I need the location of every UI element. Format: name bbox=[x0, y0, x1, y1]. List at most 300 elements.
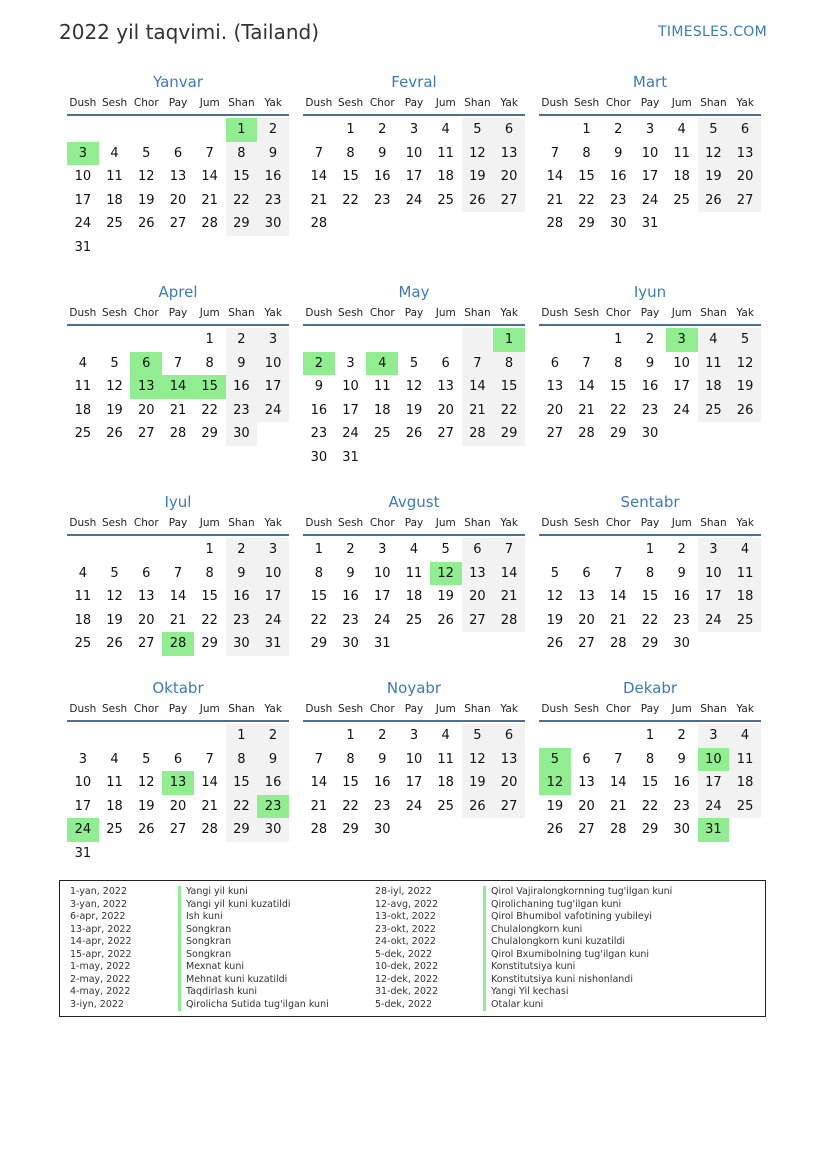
day-cell[interactable]: 24 bbox=[257, 399, 289, 423]
day-cell[interactable]: 10 bbox=[74, 775, 92, 790]
day-cell[interactable]: 8 bbox=[645, 565, 655, 581]
day-cell[interactable]: 3 bbox=[378, 542, 387, 557]
day-cell[interactable]: 28 bbox=[310, 822, 328, 837]
day-cell[interactable]: 26 bbox=[137, 216, 155, 231]
day-cell[interactable]: 27 bbox=[169, 216, 187, 231]
day-cell[interactable]: 7 bbox=[462, 352, 494, 376]
day-cell[interactable]: 4 bbox=[729, 538, 761, 562]
day-cell[interactable]: 12 bbox=[462, 142, 494, 166]
day-cell[interactable]: 20 bbox=[578, 612, 595, 628]
day-cell[interactable]: 6 bbox=[729, 118, 761, 142]
day-cell[interactable]: 13 bbox=[578, 775, 595, 790]
day-cell[interactable]: 16 bbox=[226, 375, 258, 399]
day-cell[interactable]: 20 bbox=[493, 165, 525, 189]
day-cell[interactable]: 24 bbox=[342, 426, 359, 441]
day-cell[interactable]: 15 bbox=[578, 169, 595, 184]
day-cell[interactable]: 14 bbox=[310, 169, 328, 184]
holiday-day[interactable]: 2 bbox=[303, 352, 335, 376]
day-cell[interactable]: 9 bbox=[677, 751, 686, 767]
day-cell[interactable]: 29 bbox=[609, 426, 627, 441]
day-cell[interactable]: 20 bbox=[578, 798, 595, 814]
holiday-day[interactable]: 24 bbox=[67, 818, 99, 842]
day-cell[interactable]: 24 bbox=[698, 795, 730, 819]
day-cell[interactable]: 27 bbox=[137, 426, 155, 441]
day-cell[interactable]: 30 bbox=[609, 216, 627, 231]
day-cell[interactable]: 21 bbox=[493, 585, 525, 609]
day-cell[interactable]: 31 bbox=[74, 845, 92, 861]
day-cell[interactable]: 21 bbox=[578, 402, 595, 418]
day-cell[interactable]: 30 bbox=[257, 818, 289, 842]
day-cell[interactable]: 15 bbox=[342, 169, 359, 184]
day-cell[interactable]: 30 bbox=[310, 449, 328, 465]
day-cell[interactable]: 19 bbox=[462, 771, 494, 795]
day-cell[interactable]: 10 bbox=[673, 355, 690, 371]
day-cell[interactable]: 21 bbox=[310, 192, 328, 208]
day-cell[interactable]: 25 bbox=[74, 636, 92, 651]
day-cell[interactable]: 9 bbox=[314, 379, 323, 394]
day-cell[interactable]: 23 bbox=[373, 798, 391, 814]
day-cell[interactable]: 10 bbox=[257, 562, 289, 586]
day-cell[interactable]: 27 bbox=[437, 426, 454, 441]
day-cell[interactable]: 2 bbox=[614, 122, 623, 137]
day-cell[interactable]: 27 bbox=[462, 609, 494, 633]
day-cell[interactable]: 1 bbox=[346, 728, 355, 743]
day-cell[interactable]: 9 bbox=[257, 142, 289, 166]
day-cell[interactable]: 22 bbox=[641, 798, 659, 814]
day-cell[interactable]: 26 bbox=[106, 636, 123, 651]
day-cell[interactable]: 9 bbox=[378, 751, 387, 767]
day-cell[interactable]: 11 bbox=[106, 775, 123, 790]
day-cell[interactable]: 19 bbox=[437, 589, 454, 604]
day-cell[interactable]: 26 bbox=[546, 636, 564, 651]
day-cell[interactable]: 31 bbox=[373, 636, 391, 651]
day-cell[interactable]: 24 bbox=[673, 402, 690, 418]
day-cell[interactable]: 11 bbox=[698, 352, 730, 376]
day-cell[interactable]: 21 bbox=[201, 192, 218, 208]
day-cell[interactable]: 17 bbox=[74, 192, 92, 208]
day-cell[interactable]: 3 bbox=[78, 751, 87, 767]
day-cell[interactable]: 11 bbox=[729, 748, 761, 772]
day-cell[interactable]: 9 bbox=[226, 562, 258, 586]
day-cell[interactable]: 26 bbox=[437, 612, 454, 628]
day-cell[interactable]: 15 bbox=[226, 771, 258, 795]
day-cell[interactable]: 25 bbox=[729, 795, 761, 819]
day-cell[interactable]: 2 bbox=[677, 728, 686, 743]
day-cell[interactable]: 2 bbox=[645, 332, 655, 347]
day-cell[interactable]: 6 bbox=[142, 565, 151, 581]
day-cell[interactable]: 12 bbox=[729, 352, 761, 376]
day-cell[interactable]: 29 bbox=[201, 636, 218, 651]
day-cell[interactable]: 1 bbox=[205, 542, 214, 557]
day-cell[interactable]: 5 bbox=[409, 355, 419, 371]
day-cell[interactable]: 9 bbox=[257, 748, 289, 772]
day-cell[interactable]: 31 bbox=[641, 216, 659, 231]
day-cell[interactable]: 4 bbox=[409, 542, 419, 557]
day-cell[interactable]: 12 bbox=[137, 169, 155, 184]
day-cell[interactable]: 7 bbox=[314, 145, 323, 161]
holiday-day[interactable]: 13 bbox=[162, 771, 194, 795]
day-cell[interactable]: 18 bbox=[437, 169, 454, 184]
day-cell[interactable]: 17 bbox=[257, 585, 289, 609]
day-cell[interactable]: 29 bbox=[310, 636, 328, 651]
day-cell[interactable]: 2 bbox=[677, 542, 686, 557]
day-cell[interactable]: 7 bbox=[582, 355, 591, 371]
day-cell[interactable]: 9 bbox=[677, 565, 686, 581]
day-cell[interactable]: 4 bbox=[441, 122, 450, 137]
day-cell[interactable]: 5 bbox=[729, 328, 761, 352]
day-cell[interactable]: 25 bbox=[74, 426, 92, 441]
day-cell[interactable]: 10 bbox=[641, 145, 659, 161]
day-cell[interactable]: 5 bbox=[462, 118, 494, 142]
day-cell[interactable]: 8 bbox=[205, 565, 214, 581]
day-cell[interactable]: 25 bbox=[405, 612, 423, 628]
day-cell[interactable]: 12 bbox=[462, 748, 494, 772]
day-cell[interactable]: 2 bbox=[226, 538, 258, 562]
day-cell[interactable]: 23 bbox=[226, 399, 258, 423]
day-cell[interactable]: 30 bbox=[226, 632, 258, 656]
day-cell[interactable]: 18 bbox=[74, 402, 92, 418]
day-cell[interactable]: 16 bbox=[257, 771, 289, 795]
day-cell[interactable]: 13 bbox=[546, 379, 564, 394]
day-cell[interactable]: 3 bbox=[645, 122, 655, 137]
day-cell[interactable]: 3 bbox=[257, 328, 289, 352]
day-cell[interactable]: 18 bbox=[106, 192, 123, 208]
day-cell[interactable]: 28 bbox=[169, 426, 187, 441]
day-cell[interactable]: 6 bbox=[582, 751, 591, 767]
day-cell[interactable]: 24 bbox=[641, 192, 659, 208]
day-cell[interactable]: 27 bbox=[169, 822, 187, 837]
day-cell[interactable]: 20 bbox=[137, 612, 155, 628]
day-cell[interactable]: 23 bbox=[673, 612, 690, 628]
day-cell[interactable]: 3 bbox=[409, 728, 419, 743]
day-cell[interactable]: 5 bbox=[441, 542, 450, 557]
day-cell[interactable]: 19 bbox=[137, 192, 155, 208]
day-cell[interactable]: 17 bbox=[257, 375, 289, 399]
day-cell[interactable]: 22 bbox=[201, 612, 218, 628]
day-cell[interactable]: 19 bbox=[729, 375, 761, 399]
day-cell[interactable]: 20 bbox=[493, 771, 525, 795]
day-cell[interactable]: 17 bbox=[673, 379, 690, 394]
day-cell[interactable]: 25 bbox=[437, 798, 454, 814]
day-cell[interactable]: 6 bbox=[441, 355, 450, 371]
day-cell[interactable]: 2 bbox=[257, 118, 289, 142]
day-cell[interactable]: 29 bbox=[201, 426, 218, 441]
day-cell[interactable]: 22 bbox=[310, 612, 328, 628]
day-cell[interactable]: 8 bbox=[346, 145, 355, 161]
day-cell[interactable]: 28 bbox=[578, 426, 595, 441]
day-cell[interactable]: 16 bbox=[609, 169, 627, 184]
day-cell[interactable]: 1 bbox=[645, 542, 655, 557]
day-cell[interactable]: 6 bbox=[173, 145, 183, 161]
day-cell[interactable]: 27 bbox=[137, 636, 155, 651]
day-cell[interactable]: 15 bbox=[609, 379, 627, 394]
day-cell[interactable]: 28 bbox=[609, 636, 627, 651]
day-cell[interactable]: 26 bbox=[546, 822, 564, 837]
holiday-day[interactable]: 14 bbox=[162, 375, 194, 399]
day-cell[interactable]: 24 bbox=[405, 798, 423, 814]
holiday-day[interactable]: 28 bbox=[162, 632, 194, 656]
day-cell[interactable]: 29 bbox=[342, 822, 359, 837]
day-cell[interactable]: 30 bbox=[342, 636, 359, 651]
day-cell[interactable]: 16 bbox=[673, 589, 690, 604]
day-cell[interactable]: 11 bbox=[437, 145, 454, 161]
day-cell[interactable]: 13 bbox=[493, 142, 525, 166]
day-cell[interactable]: 24 bbox=[698, 609, 730, 633]
day-cell[interactable]: 1 bbox=[614, 332, 623, 347]
day-cell[interactable]: 10 bbox=[257, 352, 289, 376]
day-cell[interactable]: 21 bbox=[169, 612, 187, 628]
holiday-day[interactable]: 12 bbox=[430, 562, 462, 586]
holiday-day[interactable]: 5 bbox=[539, 748, 571, 772]
day-cell[interactable]: 21 bbox=[310, 798, 328, 814]
day-cell[interactable]: 14 bbox=[201, 775, 218, 790]
day-cell[interactable]: 21 bbox=[609, 798, 627, 814]
day-cell[interactable]: 23 bbox=[609, 192, 627, 208]
day-cell[interactable]: 8 bbox=[614, 355, 623, 371]
day-cell[interactable]: 17 bbox=[698, 771, 730, 795]
day-cell[interactable]: 11 bbox=[373, 379, 391, 394]
day-cell[interactable]: 7 bbox=[314, 751, 323, 767]
day-cell[interactable]: 28 bbox=[310, 216, 328, 231]
day-cell[interactable]: 16 bbox=[226, 585, 258, 609]
day-cell[interactable]: 22 bbox=[578, 192, 595, 208]
day-cell[interactable]: 18 bbox=[729, 771, 761, 795]
day-cell[interactable]: 27 bbox=[493, 795, 525, 819]
day-cell[interactable]: 18 bbox=[74, 612, 92, 628]
day-cell[interactable]: 1 bbox=[645, 728, 655, 743]
day-cell[interactable]: 15 bbox=[641, 775, 659, 790]
day-cell[interactable]: 21 bbox=[201, 798, 218, 814]
day-cell[interactable]: 16 bbox=[673, 775, 690, 790]
day-cell[interactable]: 30 bbox=[373, 822, 391, 837]
day-cell[interactable]: 25 bbox=[106, 822, 123, 837]
day-cell[interactable]: 18 bbox=[673, 169, 690, 184]
day-cell[interactable]: 19 bbox=[405, 402, 423, 418]
day-cell[interactable]: 10 bbox=[373, 565, 391, 581]
day-cell[interactable]: 6 bbox=[173, 751, 183, 767]
day-cell[interactable]: 7 bbox=[550, 145, 559, 161]
day-cell[interactable]: 23 bbox=[257, 189, 289, 213]
day-cell[interactable]: 22 bbox=[641, 612, 659, 628]
day-cell[interactable]: 19 bbox=[546, 612, 564, 628]
day-cell[interactable]: 17 bbox=[342, 402, 359, 418]
day-cell[interactable]: 6 bbox=[493, 118, 525, 142]
day-cell[interactable]: 9 bbox=[645, 355, 655, 371]
day-cell[interactable]: 10 bbox=[342, 379, 359, 394]
day-cell[interactable]: 26 bbox=[106, 426, 123, 441]
day-cell[interactable]: 27 bbox=[493, 189, 525, 213]
day-cell[interactable]: 7 bbox=[614, 565, 623, 581]
day-cell[interactable]: 24 bbox=[405, 192, 423, 208]
day-cell[interactable]: 15 bbox=[342, 775, 359, 790]
day-cell[interactable]: 22 bbox=[493, 399, 525, 423]
day-cell[interactable]: 22 bbox=[342, 798, 359, 814]
day-cell[interactable]: 10 bbox=[698, 562, 730, 586]
day-cell[interactable]: 12 bbox=[137, 775, 155, 790]
day-cell[interactable]: 15 bbox=[226, 165, 258, 189]
day-cell[interactable]: 11 bbox=[405, 565, 423, 581]
day-cell[interactable]: 6 bbox=[493, 724, 525, 748]
day-cell[interactable]: 20 bbox=[462, 585, 494, 609]
day-cell[interactable]: 29 bbox=[641, 636, 659, 651]
day-cell[interactable]: 7 bbox=[205, 145, 214, 161]
day-cell[interactable]: 31 bbox=[257, 632, 289, 656]
day-cell[interactable]: 16 bbox=[310, 402, 328, 418]
day-cell[interactable]: 1 bbox=[205, 332, 214, 347]
day-cell[interactable]: 5 bbox=[142, 145, 151, 161]
day-cell[interactable]: 2 bbox=[346, 542, 355, 557]
day-cell[interactable]: 17 bbox=[641, 169, 659, 184]
day-cell[interactable]: 15 bbox=[201, 589, 218, 604]
day-cell[interactable]: 21 bbox=[462, 399, 494, 423]
day-cell[interactable]: 8 bbox=[645, 751, 655, 767]
day-cell[interactable]: 15 bbox=[493, 375, 525, 399]
day-cell[interactable]: 23 bbox=[641, 402, 659, 418]
day-cell[interactable]: 2 bbox=[378, 122, 387, 137]
day-cell[interactable]: 18 bbox=[437, 775, 454, 790]
holiday-day[interactable]: 3 bbox=[67, 142, 99, 166]
day-cell[interactable]: 2 bbox=[226, 328, 258, 352]
day-cell[interactable]: 18 bbox=[373, 402, 391, 418]
day-cell[interactable]: 7 bbox=[173, 565, 183, 581]
holiday-day[interactable]: 3 bbox=[666, 328, 698, 352]
day-cell[interactable]: 1 bbox=[314, 542, 323, 557]
day-cell[interactable]: 2 bbox=[378, 728, 387, 743]
day-cell[interactable]: 25 bbox=[106, 216, 123, 231]
brand-link[interactable]: TIMESLES.COM bbox=[658, 24, 767, 40]
day-cell[interactable]: 5 bbox=[110, 355, 119, 371]
day-cell[interactable]: 28 bbox=[462, 422, 494, 446]
day-cell[interactable]: 26 bbox=[137, 822, 155, 837]
day-cell[interactable]: 1 bbox=[346, 122, 355, 137]
day-cell[interactable]: 5 bbox=[550, 565, 559, 581]
day-cell[interactable]: 21 bbox=[169, 402, 187, 418]
day-cell[interactable]: 16 bbox=[641, 379, 659, 394]
day-cell[interactable]: 9 bbox=[378, 145, 387, 161]
day-cell[interactable]: 2 bbox=[257, 724, 289, 748]
day-cell[interactable]: 11 bbox=[74, 379, 92, 394]
day-cell[interactable]: 24 bbox=[257, 609, 289, 633]
day-cell[interactable]: 8 bbox=[314, 565, 323, 581]
day-cell[interactable]: 19 bbox=[698, 165, 730, 189]
holiday-day[interactable]: 1 bbox=[493, 328, 525, 352]
day-cell[interactable]: 12 bbox=[106, 589, 123, 604]
day-cell[interactable]: 11 bbox=[729, 562, 761, 586]
day-cell[interactable]: 13 bbox=[493, 748, 525, 772]
day-cell[interactable]: 20 bbox=[729, 165, 761, 189]
day-cell[interactable]: 14 bbox=[546, 169, 564, 184]
day-cell[interactable]: 12 bbox=[106, 379, 123, 394]
day-cell[interactable]: 14 bbox=[310, 775, 328, 790]
day-cell[interactable]: 8 bbox=[582, 145, 591, 161]
day-cell[interactable]: 30 bbox=[226, 422, 258, 446]
day-cell[interactable]: 23 bbox=[310, 426, 328, 441]
day-cell[interactable]: 9 bbox=[614, 145, 623, 161]
day-cell[interactable]: 9 bbox=[346, 565, 355, 581]
day-cell[interactable]: 28 bbox=[201, 822, 218, 837]
day-cell[interactable]: 25 bbox=[437, 192, 454, 208]
holiday-day[interactable]: 23 bbox=[257, 795, 289, 819]
day-cell[interactable]: 5 bbox=[462, 724, 494, 748]
day-cell[interactable]: 4 bbox=[110, 145, 119, 161]
day-cell[interactable]: 23 bbox=[342, 612, 359, 628]
day-cell[interactable]: 3 bbox=[698, 538, 730, 562]
day-cell[interactable]: 28 bbox=[546, 216, 564, 231]
day-cell[interactable]: 25 bbox=[673, 192, 690, 208]
day-cell[interactable]: 13 bbox=[437, 379, 454, 394]
day-cell[interactable]: 23 bbox=[673, 798, 690, 814]
day-cell[interactable]: 4 bbox=[677, 122, 686, 137]
day-cell[interactable]: 12 bbox=[698, 142, 730, 166]
day-cell[interactable]: 29 bbox=[226, 212, 258, 236]
day-cell[interactable]: 17 bbox=[74, 798, 92, 814]
day-cell[interactable]: 23 bbox=[373, 192, 391, 208]
day-cell[interactable]: 17 bbox=[373, 589, 391, 604]
day-cell[interactable]: 20 bbox=[169, 192, 187, 208]
day-cell[interactable]: 29 bbox=[493, 422, 525, 446]
day-cell[interactable]: 3 bbox=[346, 355, 355, 371]
day-cell[interactable]: 11 bbox=[673, 145, 690, 161]
day-cell[interactable]: 29 bbox=[641, 822, 659, 837]
day-cell[interactable]: 4 bbox=[441, 728, 450, 743]
day-cell[interactable]: 6 bbox=[582, 565, 591, 581]
day-cell[interactable]: 21 bbox=[609, 612, 627, 628]
day-cell[interactable]: 18 bbox=[106, 798, 123, 814]
day-cell[interactable]: 4 bbox=[78, 355, 87, 371]
day-cell[interactable]: 20 bbox=[546, 402, 564, 418]
day-cell[interactable]: 20 bbox=[137, 402, 155, 418]
day-cell[interactable]: 5 bbox=[142, 751, 151, 767]
day-cell[interactable]: 19 bbox=[462, 165, 494, 189]
day-cell[interactable]: 13 bbox=[137, 589, 155, 604]
day-cell[interactable]: 25 bbox=[729, 609, 761, 633]
day-cell[interactable]: 15 bbox=[641, 589, 659, 604]
day-cell[interactable]: 30 bbox=[673, 636, 690, 651]
day-cell[interactable]: 13 bbox=[169, 169, 187, 184]
day-cell[interactable]: 7 bbox=[614, 751, 623, 767]
day-cell[interactable]: 20 bbox=[169, 798, 187, 814]
day-cell[interactable]: 14 bbox=[578, 379, 595, 394]
holiday-day[interactable]: 13 bbox=[130, 375, 162, 399]
day-cell[interactable]: 3 bbox=[698, 724, 730, 748]
day-cell[interactable]: 27 bbox=[578, 822, 595, 837]
day-cell[interactable]: 26 bbox=[698, 189, 730, 213]
day-cell[interactable]: 1 bbox=[226, 724, 258, 748]
day-cell[interactable]: 9 bbox=[226, 352, 258, 376]
day-cell[interactable]: 27 bbox=[578, 636, 595, 651]
day-cell[interactable]: 4 bbox=[729, 724, 761, 748]
day-cell[interactable]: 31 bbox=[74, 239, 92, 255]
day-cell[interactable]: 28 bbox=[201, 216, 218, 231]
day-cell[interactable]: 21 bbox=[546, 192, 564, 208]
day-cell[interactable]: 1 bbox=[582, 122, 591, 137]
day-cell[interactable]: 5 bbox=[110, 565, 119, 581]
day-cell[interactable]: 18 bbox=[729, 585, 761, 609]
day-cell[interactable]: 22 bbox=[342, 192, 359, 208]
holiday-day[interactable]: 10 bbox=[698, 748, 730, 772]
day-cell[interactable]: 17 bbox=[405, 169, 423, 184]
day-cell[interactable]: 7 bbox=[205, 751, 214, 767]
day-cell[interactable]: 29 bbox=[578, 216, 595, 231]
day-cell[interactable]: 22 bbox=[609, 402, 627, 418]
holiday-day[interactable]: 12 bbox=[539, 771, 571, 795]
day-cell[interactable]: 22 bbox=[201, 402, 218, 418]
day-cell[interactable]: 14 bbox=[609, 775, 627, 790]
day-cell[interactable]: 19 bbox=[137, 798, 155, 814]
day-cell[interactable]: 25 bbox=[698, 399, 730, 423]
day-cell[interactable]: 19 bbox=[546, 798, 564, 814]
day-cell[interactable]: 10 bbox=[405, 751, 423, 767]
